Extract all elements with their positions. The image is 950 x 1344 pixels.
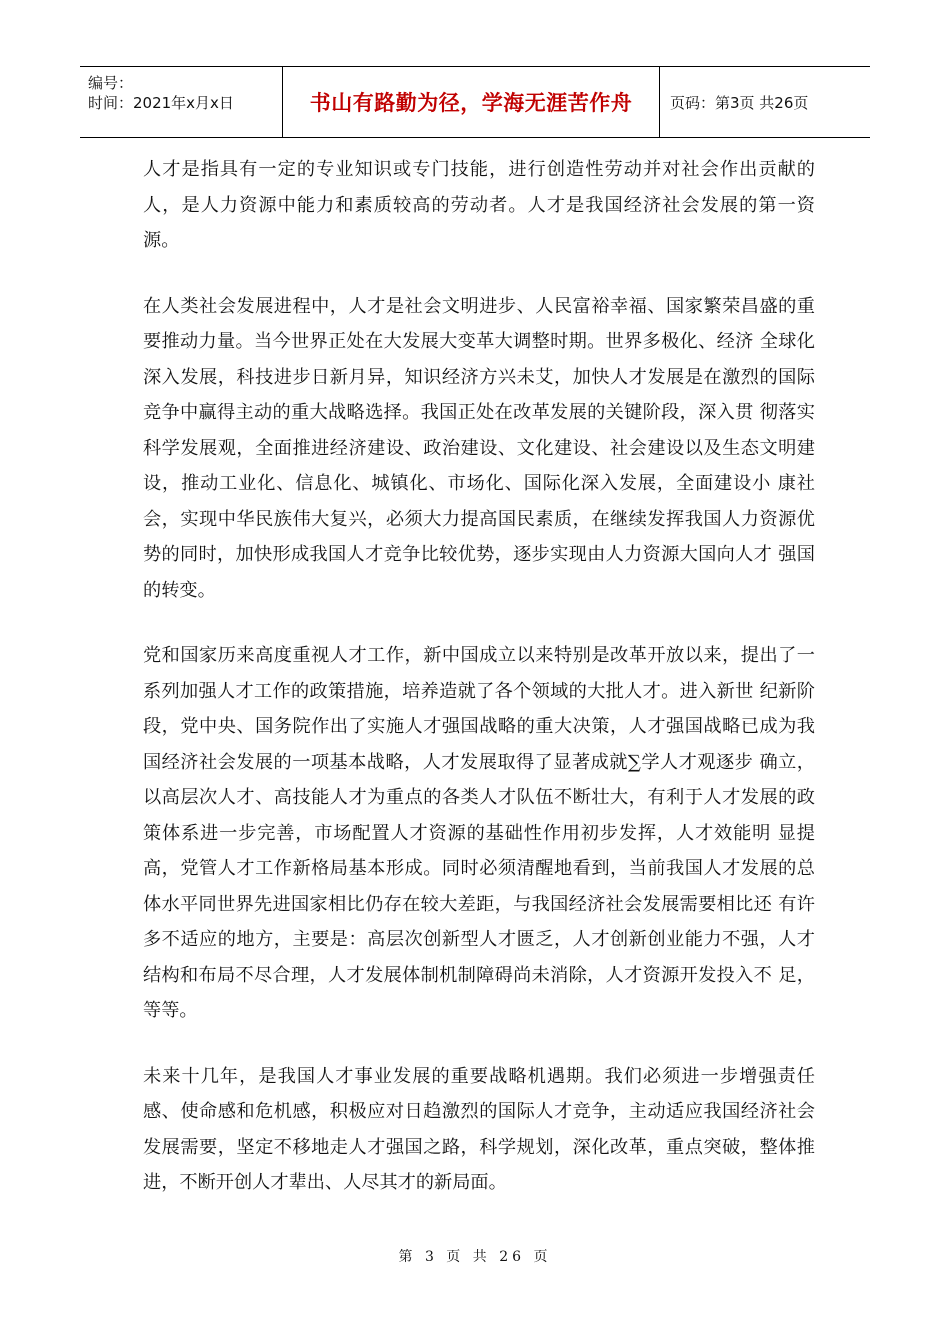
paragraph-3: 党和国家历来高度重视人才工作，新中国成立以来特别是改革开放以来，提出了一系列加强人才工作的政策措施，培养造就了各个领域的大批人才。进入新世 纪新阶段，党中央、国务院作出了实施人才强国战略的重大决策，人才强国战略已成为我国经济社会发展的一项基本战略，人才发展取得了显著成就∑学人才观逐步 确立，以高层次人才、高技能人才为重点的各类人才队伍不断壮大，有利于人才发展的政策体系进一步完善，市场配置人才资源的基础性作用初步发挥，人才效能明 显提高，党管人才工作新格局基本形成。同时必须清醒地看到，当前我国人才发展的总体水平同世界先进国家相比仍存在较大差距，与我国经济社会发展需要相比还 有许多不适应的地方，主要是：高层次创新型人才匮乏，人才创新创业能力不强，人才结构和布局不尽合理，人才发展体制机制障碍尚未消除，人才资源开发投入不 足，等等。 <box>143 645 815 1021</box>
paragraph-1: 人才是指具有一定的专业知识或专门技能，进行创造性劳动并对社会作出贡献的人，是人力资源中能力和素质较高的劳动者。人才是我国经济社会发展的第一资源。 <box>143 159 815 251</box>
page-footer: 第 3 页 共 26 页 <box>398 1249 552 1265</box>
header-meta <box>80 67 283 137</box>
number-label: 编号： <box>88 74 134 92</box>
time-label: 时间：2021年x月x日 <box>88 94 234 112</box>
page-header <box>80 66 870 138</box>
paragraph-2: 在人类社会发展进程中，人才是社会文明进步、人民富裕幸福、国家繁荣昌盛的重要推动力量。当今世界正处在大发展大变革大调整时期。世界多极化、经济 全球化深入发展，科技进步日新月异，知识经济方兴未艾，加快人才发展是在激烈的国际竞争中赢得主动的重大战略选择。我国正处在改革发展的关键阶段，深入贯 彻落实科学发展观，全面推进经济建设、政治建设、文化建设、社会建设以及生态文明建设，推动工业化、信息化、城镇化、市场化、国际化深入发展，全面建设小 康社会，实现中华民族伟大复兴，必须大力提高国民素质，在继续发挥我国人力资源优势的同时，加快形成我国人才竞争比较优势，逐步实现由人力资源大国向人才 强国的转变。 <box>143 295 815 601</box>
document-body <box>143 152 815 1231</box>
header-page-info: 页码：第3页 共26页 <box>670 93 809 112</box>
header-motto: 书山有路勤为径，学海无涯苦作舟 <box>283 67 660 137</box>
paragraph-4: 未来十几年，是我国人才事业发展的重要战略机遇期。我们必须进一步增强责任感、使命感和危机感，积极应对日趋激烈的国际人才竞争，主动适应我国经济社会发展需要，坚定不移地走人才强国之路，科学规划，深化改革，重点突破，整体推进，不断开创人才辈出、人尽其才的新局面。 <box>143 1065 815 1193</box>
